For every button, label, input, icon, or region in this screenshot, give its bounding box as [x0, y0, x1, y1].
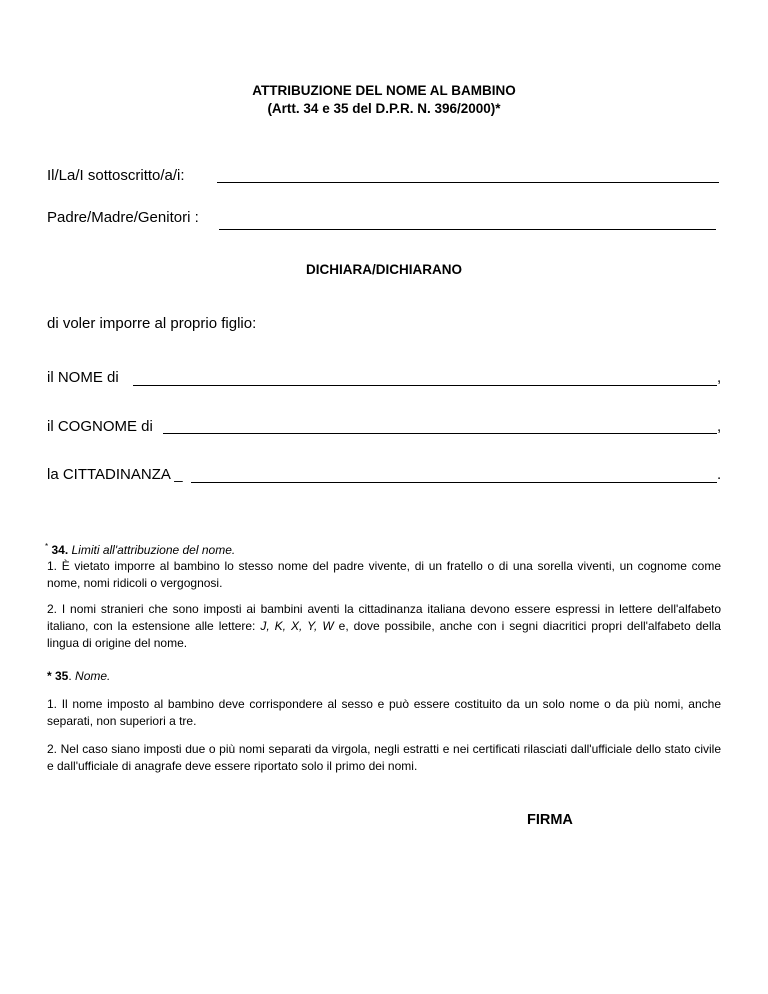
art34-heading: [45, 538, 235, 559]
citizenship-period: .: [717, 466, 722, 483]
signature-label: FIRMA: [527, 812, 573, 828]
document-subtitle: (Artt. 34 e 35 del D.P.R. N. 396/2000)*: [267, 101, 501, 116]
citizenship-label: la CITTADINANZA _: [47, 466, 183, 483]
parents-label: Padre/Madre/Genitori :: [47, 209, 199, 226]
art35-title: Nome.: [75, 669, 111, 683]
declare-heading: DICHIARA/DICHIARANO: [306, 262, 462, 277]
art35-dot: .: [68, 669, 72, 683]
art34-p2-text-b: e, dove possibile, anche con i segni diacritici propri dell'alfabeto della lingua di origine del nome.: [47, 619, 721, 650]
art35-paragraph-1: 1. Il nome imposto al bambino deve corrispondere al sesso e può essere costituito da un solo nome o da più nomi, anche separati, non superiori a tre.: [47, 697, 721, 728]
surname-label: il COGNOME di: [47, 418, 153, 435]
name-comma: ,: [717, 369, 722, 386]
citizenship-input-line[interactable]: [191, 482, 717, 483]
name-input-line[interactable]: [133, 385, 717, 386]
intro-text: di voler imporre al proprio figlio:: [47, 315, 257, 332]
art35-number: * 35: [47, 669, 69, 683]
art35-heading: [47, 668, 110, 685]
art34-number: 34.: [51, 543, 69, 557]
art34-p2-letters: J, K, X, Y, W: [260, 619, 334, 633]
parents-input-line[interactable]: [219, 229, 716, 230]
art34-paragraph-1: 1. È vietato imporre al bambino lo stesso nome del padre vivente, di un fratello o di una sorella viventi, un cognome come nome, nomi ridicoli o vergognosi.: [47, 559, 721, 590]
art34-p2-text-a: 2. I nomi stranieri che sono imposti ai bambini aventi la cittadinanza italiana devono essere espressi in lettere dell'alfabeto italiano, con la estensione alle lettere:: [47, 602, 721, 633]
signer-label: Il/La/I sottoscritto/a/i:: [47, 167, 185, 184]
art34-paragraph-2: [47, 601, 721, 652]
surname-comma: ,: [717, 418, 722, 435]
art34-title: Limiti all'attribuzione del nome.: [71, 543, 236, 557]
document-title: ATTRIBUZIONE DEL NOME AL BAMBINO: [252, 83, 516, 98]
footnote-marker: *: [45, 542, 49, 551]
surname-input-line[interactable]: [163, 433, 717, 434]
art35-paragraph-2: 2. Nel caso siano imposti due o più nomi separati da virgola, negli estratti e nei certificati rilasciati dall'ufficiale dello stato civile e dall'ufficiale di anagrafe deve essere riportato solo il primo dei nomi.: [47, 742, 721, 773]
signer-input-line[interactable]: [217, 182, 719, 183]
name-label: il NOME di: [47, 369, 119, 386]
